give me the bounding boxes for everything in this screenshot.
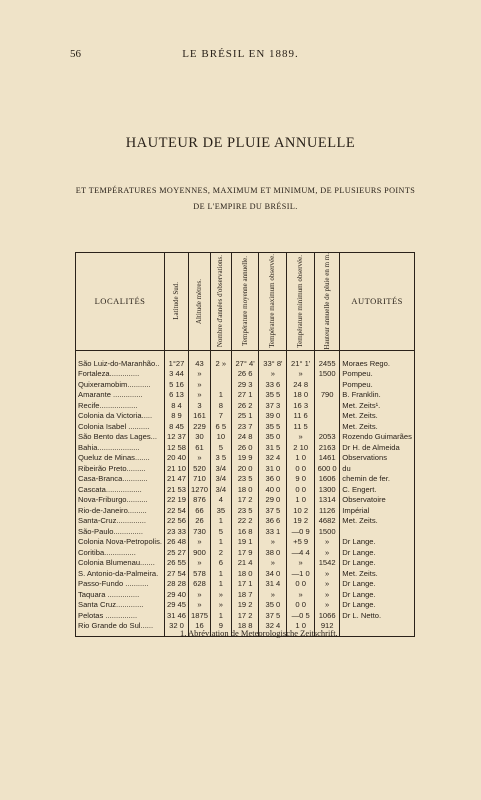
- cell-autorite: Dr Lange.: [340, 558, 415, 569]
- cell-maximum: 35 0: [259, 432, 287, 443]
- cell-pluie: 790: [315, 390, 340, 401]
- page-title: HAUTEUR DE PLUIE ANNUELLE: [125, 135, 356, 151]
- cell-latitude: 21 10: [165, 464, 189, 475]
- cell-pluie: 1500: [315, 527, 340, 538]
- cell-autorite: Met. Zeits.: [340, 569, 415, 580]
- cell-autorite: Impérial: [340, 506, 415, 517]
- table-row: [76, 516, 415, 527]
- cell-latitude: 21 47: [165, 474, 189, 485]
- cell-localite: Ribeirão Preto.........: [76, 464, 165, 475]
- cell-maximum: 31 0: [259, 464, 287, 475]
- cell-pluie: [315, 411, 340, 422]
- cell-altitude: 876: [189, 495, 211, 506]
- cell-altitude: »: [189, 590, 211, 601]
- cell-minimum: 1 0: [287, 621, 315, 636]
- cell-annees: »: [210, 600, 231, 611]
- cell-localite: Bahia....................: [76, 443, 165, 454]
- col-header-minimum: Température minimum observée.: [287, 253, 315, 351]
- cell-altitude: »: [189, 453, 211, 464]
- table-row: [76, 579, 415, 590]
- table-row: [76, 390, 415, 401]
- col-header-autorites: AUTORITÉS: [340, 253, 415, 351]
- cell-minimum: 11 6: [287, 411, 315, 422]
- cell-localite: Casa-Branca............: [76, 474, 165, 485]
- cell-maximum: 31 5: [259, 443, 287, 454]
- cell-latitude: 29 45: [165, 600, 189, 611]
- cell-minimum: 1 0: [287, 495, 315, 506]
- cell-minimum: 11 5: [287, 422, 315, 433]
- cell-pluie: 600 0: [315, 464, 340, 475]
- cell-altitude: 229: [189, 422, 211, 433]
- cell-pluie: »: [315, 569, 340, 580]
- cell-maximum: 35 5: [259, 390, 287, 401]
- table-row: [76, 380, 415, 391]
- cell-latitude: 26 48: [165, 537, 189, 548]
- cell-localite: São-Paulo..............: [76, 527, 165, 538]
- cell-pluie: 1066: [315, 611, 340, 622]
- cell-altitude: 30: [189, 432, 211, 443]
- cell-annees: 10: [210, 432, 231, 443]
- cell-maximum: 36 0: [259, 474, 287, 485]
- table-row: [76, 527, 415, 538]
- cell-moyenne: 27 1: [231, 390, 259, 401]
- cell-localite: Nova-Friburgo..........: [76, 495, 165, 506]
- cell-altitude: 520: [189, 464, 211, 475]
- cell-latitude: 12 58: [165, 443, 189, 454]
- climate-table: [75, 252, 415, 637]
- cell-altitude: 1875: [189, 611, 211, 622]
- cell-maximum: 32 4: [259, 453, 287, 464]
- cell-moyenne: 18 8: [231, 621, 259, 636]
- cell-minimum: 18 0: [287, 390, 315, 401]
- cell-latitude: 12 37: [165, 432, 189, 443]
- col-header-altitude: Altitude mètres.: [189, 253, 211, 351]
- cell-moyenne: 18 0: [231, 485, 259, 496]
- cell-pluie: [315, 422, 340, 433]
- table-row: [76, 474, 415, 485]
- cell-pluie: 2455: [315, 350, 340, 369]
- cell-localite: Rio Grande do Sul......: [76, 621, 165, 636]
- footnote: 1. Abréviation de Meteorologische Zeitschrift.: [180, 628, 338, 638]
- cell-moyenne: 17 9: [231, 548, 259, 559]
- cell-moyenne: 19 2: [231, 600, 259, 611]
- cell-moyenne: 26 0: [231, 443, 259, 454]
- table-row: [76, 495, 415, 506]
- cell-minimum: 1 0: [287, 453, 315, 464]
- subtitle: [60, 183, 431, 215]
- cell-maximum: 35 5: [259, 422, 287, 433]
- table-row: [76, 537, 415, 548]
- cell-localite: Pelotas ...............: [76, 611, 165, 622]
- cell-localite: Passo-Fundo ...........: [76, 579, 165, 590]
- cell-annees: 1: [210, 516, 231, 527]
- cell-maximum: »: [259, 590, 287, 601]
- cell-latitude: 32 0: [165, 621, 189, 636]
- cell-annees: 4: [210, 495, 231, 506]
- cell-autorite: chemin de fer.: [340, 474, 415, 485]
- cell-annees: 9: [210, 621, 231, 636]
- cell-annees: 35: [210, 506, 231, 517]
- cell-moyenne: 20 0: [231, 464, 259, 475]
- cell-latitude: 29 40: [165, 590, 189, 601]
- table-header-row: [76, 253, 415, 351]
- cell-annees: 5: [210, 527, 231, 538]
- cell-autorite: Met. Zeits.: [340, 422, 415, 433]
- cell-minimum: —0 9: [287, 527, 315, 538]
- cell-annees: 7: [210, 411, 231, 422]
- cell-altitude: 1270: [189, 485, 211, 496]
- table-row: [76, 590, 415, 601]
- cell-altitude: 730: [189, 527, 211, 538]
- cell-minimum: 0 0: [287, 579, 315, 590]
- cell-autorite: Pompeu.: [340, 369, 415, 380]
- cell-minimum: —1 0: [287, 569, 315, 580]
- cell-annees: 8: [210, 401, 231, 412]
- cell-maximum: 31 4: [259, 579, 287, 590]
- cell-latitude: 22 19: [165, 495, 189, 506]
- table-row: [76, 548, 415, 559]
- cell-altitude: 578: [189, 569, 211, 580]
- cell-annees: 1: [210, 390, 231, 401]
- subtitle-line-1: ET TEMPÉRATURES MOYENNES, MAXIMUM ET MINIMUM, DE PLUSIEURS POINTS: [75, 186, 416, 195]
- cell-moyenne: 26 2: [231, 401, 259, 412]
- cell-moyenne: 22 2: [231, 516, 259, 527]
- cell-pluie: 912: [315, 621, 340, 636]
- cell-altitude: 900: [189, 548, 211, 559]
- cell-moyenne: 29 3: [231, 380, 259, 391]
- cell-autorite: Dr Lange.: [340, 579, 415, 590]
- table-row: [76, 485, 415, 496]
- cell-moyenne: 18 7: [231, 590, 259, 601]
- cell-annees: 1: [210, 611, 231, 622]
- subtitle-line-2: DE L'EMPIRE DU BRÉSIL.: [193, 202, 298, 211]
- cell-altitude: 26: [189, 516, 211, 527]
- cell-altitude: 628: [189, 579, 211, 590]
- cell-minimum: 19 2: [287, 516, 315, 527]
- table-row: [76, 401, 415, 412]
- table-row: [76, 506, 415, 517]
- cell-autorite: Dr Lange.: [340, 548, 415, 559]
- cell-latitude: 28 28: [165, 579, 189, 590]
- cell-moyenne: 17 1: [231, 579, 259, 590]
- cell-moyenne: 26 6: [231, 369, 259, 380]
- cell-pluie: »: [315, 537, 340, 548]
- cell-pluie: 1314: [315, 495, 340, 506]
- cell-autorite: Met. Zeits.: [340, 516, 415, 527]
- table-row: [76, 464, 415, 475]
- cell-latitude: 27 54: [165, 569, 189, 580]
- cell-autorite: Dr Lange.: [340, 537, 415, 548]
- cell-autorite: [340, 527, 415, 538]
- cell-localite: São Bento das Lages...: [76, 432, 165, 443]
- table-row: [76, 443, 415, 454]
- cell-moyenne: 21 4: [231, 558, 259, 569]
- cell-altitude: »: [189, 380, 211, 391]
- cell-localite: Cascata.................: [76, 485, 165, 496]
- cell-altitude: 161: [189, 411, 211, 422]
- cell-moyenne: 19 1: [231, 537, 259, 548]
- cell-altitude: 66: [189, 506, 211, 517]
- cell-pluie: 2163: [315, 443, 340, 454]
- cell-latitude: 8 4: [165, 401, 189, 412]
- cell-minimum: +5 9: [287, 537, 315, 548]
- cell-localite: Quixeramobim...........: [76, 380, 165, 391]
- cell-minimum: »: [287, 432, 315, 443]
- cell-pluie: »: [315, 548, 340, 559]
- table-row: [76, 453, 415, 464]
- cell-maximum: 36 6: [259, 516, 287, 527]
- cell-autorite: Moraes Rego.: [340, 350, 415, 369]
- table-row: [76, 432, 415, 443]
- cell-moyenne: 17 2: [231, 495, 259, 506]
- cell-minimum: 0 0: [287, 600, 315, 611]
- cell-minimum: »: [287, 590, 315, 601]
- cell-annees: 6 5: [210, 422, 231, 433]
- cell-maximum: 32 4: [259, 621, 287, 636]
- cell-latitude: 25 27: [165, 548, 189, 559]
- col-header-annees: Nombre d'années d'observations.: [210, 253, 231, 351]
- cell-minimum: »: [287, 369, 315, 380]
- cell-localite: Santa Cruz.............: [76, 600, 165, 611]
- cell-localite: Rio-de-Janeiro.........: [76, 506, 165, 517]
- cell-maximum: 33 6: [259, 380, 287, 391]
- cell-pluie: 1461: [315, 453, 340, 464]
- cell-maximum: 39 0: [259, 411, 287, 422]
- cell-localite: Queluz de Minas.......: [76, 453, 165, 464]
- cell-maximum: »: [259, 369, 287, 380]
- cell-localite: S. Antonio-da-Palmeira.: [76, 569, 165, 580]
- cell-autorite: Met. Zeits¹.: [340, 401, 415, 412]
- cell-altitude: »: [189, 390, 211, 401]
- cell-pluie: 1542: [315, 558, 340, 569]
- cell-maximum: 38 0: [259, 548, 287, 559]
- cell-maximum: 33° 8': [259, 350, 287, 369]
- cell-maximum: 40 0: [259, 485, 287, 496]
- cell-pluie: 1606: [315, 474, 340, 485]
- col-header-maximum: Température maximum observée.: [259, 253, 287, 351]
- cell-annees: 2: [210, 548, 231, 559]
- cell-moyenne: 23 5: [231, 474, 259, 485]
- cell-localite: São Luiz-do-Maranhão..: [76, 350, 165, 369]
- cell-latitude: 6 13: [165, 390, 189, 401]
- cell-autorite: Pompeu.: [340, 380, 415, 391]
- cell-pluie: [315, 401, 340, 412]
- cell-minimum: —0 5: [287, 611, 315, 622]
- cell-pluie: 4682: [315, 516, 340, 527]
- cell-maximum: 29 0: [259, 495, 287, 506]
- cell-annees: 3/4: [210, 464, 231, 475]
- cell-maximum: 35 0: [259, 600, 287, 611]
- cell-latitude: 8 9: [165, 411, 189, 422]
- cell-moyenne: 25 1: [231, 411, 259, 422]
- cell-annees: 3/4: [210, 474, 231, 485]
- cell-maximum: »: [259, 558, 287, 569]
- cell-altitude: 43: [189, 350, 211, 369]
- cell-altitude: 710: [189, 474, 211, 485]
- cell-latitude: 3 44: [165, 369, 189, 380]
- cell-maximum: 34 0: [259, 569, 287, 580]
- cell-altitude: »: [189, 558, 211, 569]
- table-body: [76, 350, 415, 636]
- cell-autorite: Dr H. de Almeida: [340, 443, 415, 454]
- table-row: [76, 600, 415, 611]
- cell-localite: Colonia Blumenau.......: [76, 558, 165, 569]
- col-header-localites: LOCALITÉS: [76, 253, 165, 351]
- cell-pluie: »: [315, 590, 340, 601]
- cell-annees: 2 »: [210, 350, 231, 369]
- cell-autorite: Dr Lange.: [340, 600, 415, 611]
- cell-pluie: 1500: [315, 369, 340, 380]
- cell-moyenne: 23 7: [231, 422, 259, 433]
- cell-pluie: [315, 380, 340, 391]
- cell-localite: Fortaleza..............: [76, 369, 165, 380]
- cell-moyenne: 24 8: [231, 432, 259, 443]
- cell-latitude: 5 16: [165, 380, 189, 391]
- cell-minimum: —4 4: [287, 548, 315, 559]
- cell-latitude: 1°27: [165, 350, 189, 369]
- page-number: 56: [70, 48, 81, 60]
- cell-maximum: 37 3: [259, 401, 287, 412]
- col-header-latitude: Latitude Sud.: [165, 253, 189, 351]
- cell-altitude: 16: [189, 621, 211, 636]
- table-row: [76, 369, 415, 380]
- cell-minimum: 16 3: [287, 401, 315, 412]
- cell-autorite: C. Engert.: [340, 485, 415, 496]
- cell-annees: 1: [210, 537, 231, 548]
- cell-moyenne: 16 8: [231, 527, 259, 538]
- cell-pluie: »: [315, 579, 340, 590]
- cell-altitude: 3: [189, 401, 211, 412]
- cell-maximum: 37 5: [259, 506, 287, 517]
- table-row: [76, 558, 415, 569]
- cell-autorite: Dr L. Netto.: [340, 611, 415, 622]
- cell-annees: [210, 369, 231, 380]
- cell-annees: 1: [210, 569, 231, 580]
- cell-altitude: »: [189, 537, 211, 548]
- cell-localite: Santa-Cruz..............: [76, 516, 165, 527]
- cell-pluie: 2053: [315, 432, 340, 443]
- cell-moyenne: 27° 4': [231, 350, 259, 369]
- cell-localite: Coritiba...............: [76, 548, 165, 559]
- cell-pluie: »: [315, 600, 340, 611]
- cell-minimum: 10 2: [287, 506, 315, 517]
- cell-localite: Recife..................: [76, 401, 165, 412]
- cell-moyenne: 19 9: [231, 453, 259, 464]
- cell-moyenne: 18 0: [231, 569, 259, 580]
- cell-minimum: 0 0: [287, 485, 315, 496]
- cell-annees: 3 5: [210, 453, 231, 464]
- cell-annees: 3/4: [210, 485, 231, 496]
- cell-autorite: Met. Zeits.: [340, 411, 415, 422]
- cell-altitude: 61: [189, 443, 211, 454]
- cell-annees: 6: [210, 558, 231, 569]
- running-head: LE BRÉSIL EN 1889.: [182, 48, 299, 60]
- cell-minimum: 0 0: [287, 464, 315, 475]
- table-row: [76, 411, 415, 422]
- table-row: [76, 422, 415, 433]
- cell-maximum: 37 5: [259, 611, 287, 622]
- cell-annees: 5: [210, 443, 231, 454]
- cell-autorite: B. Franklin.: [340, 390, 415, 401]
- cell-annees: [210, 380, 231, 391]
- cell-latitude: 26 55: [165, 558, 189, 569]
- cell-annees: 1: [210, 579, 231, 590]
- table-row: [76, 569, 415, 580]
- cell-annees: »: [210, 590, 231, 601]
- cell-latitude: 21 53: [165, 485, 189, 496]
- cell-autorite: Observations: [340, 453, 415, 464]
- cell-localite: Colonia Nova-Petropolis.: [76, 537, 165, 548]
- cell-moyenne: 23 5: [231, 506, 259, 517]
- cell-minimum: 24 8: [287, 380, 315, 391]
- col-header-pluie: Hauteur annuelle de pluie en m m.: [315, 253, 340, 351]
- cell-minimum: 2 10: [287, 443, 315, 454]
- cell-autorite: Rozendo Guimarães: [340, 432, 415, 443]
- cell-latitude: 22 56: [165, 516, 189, 527]
- cell-autorite: Observatoire: [340, 495, 415, 506]
- cell-moyenne: 17 2: [231, 611, 259, 622]
- cell-maximum: 33 1: [259, 527, 287, 538]
- cell-autorite: Dr Lange.: [340, 590, 415, 601]
- cell-latitude: 22 54: [165, 506, 189, 517]
- cell-localite: Colonia da Victoria.....: [76, 411, 165, 422]
- cell-pluie: 1300: [315, 485, 340, 496]
- table-row: [76, 350, 415, 369]
- cell-autorite: [340, 621, 415, 636]
- cell-localite: Taquara ...............: [76, 590, 165, 601]
- cell-localite: Amarante ..............: [76, 390, 165, 401]
- page-header: [70, 48, 411, 62]
- cell-minimum: 21° 1': [287, 350, 315, 369]
- cell-maximum: »: [259, 537, 287, 548]
- cell-localite: Colonia Isabel ..........: [76, 422, 165, 433]
- table-row: [76, 611, 415, 622]
- cell-minimum: »: [287, 558, 315, 569]
- cell-pluie: 1126: [315, 506, 340, 517]
- cell-latitude: 23 33: [165, 527, 189, 538]
- cell-latitude: 31 46: [165, 611, 189, 622]
- cell-latitude: 20 40: [165, 453, 189, 464]
- col-header-moyenne: Température moyenne annuelle.: [231, 253, 259, 351]
- cell-autorite: du: [340, 464, 415, 475]
- cell-minimum: 9 0: [287, 474, 315, 485]
- cell-altitude: »: [189, 369, 211, 380]
- cell-altitude: »: [189, 600, 211, 611]
- cell-latitude: 8 45: [165, 422, 189, 433]
